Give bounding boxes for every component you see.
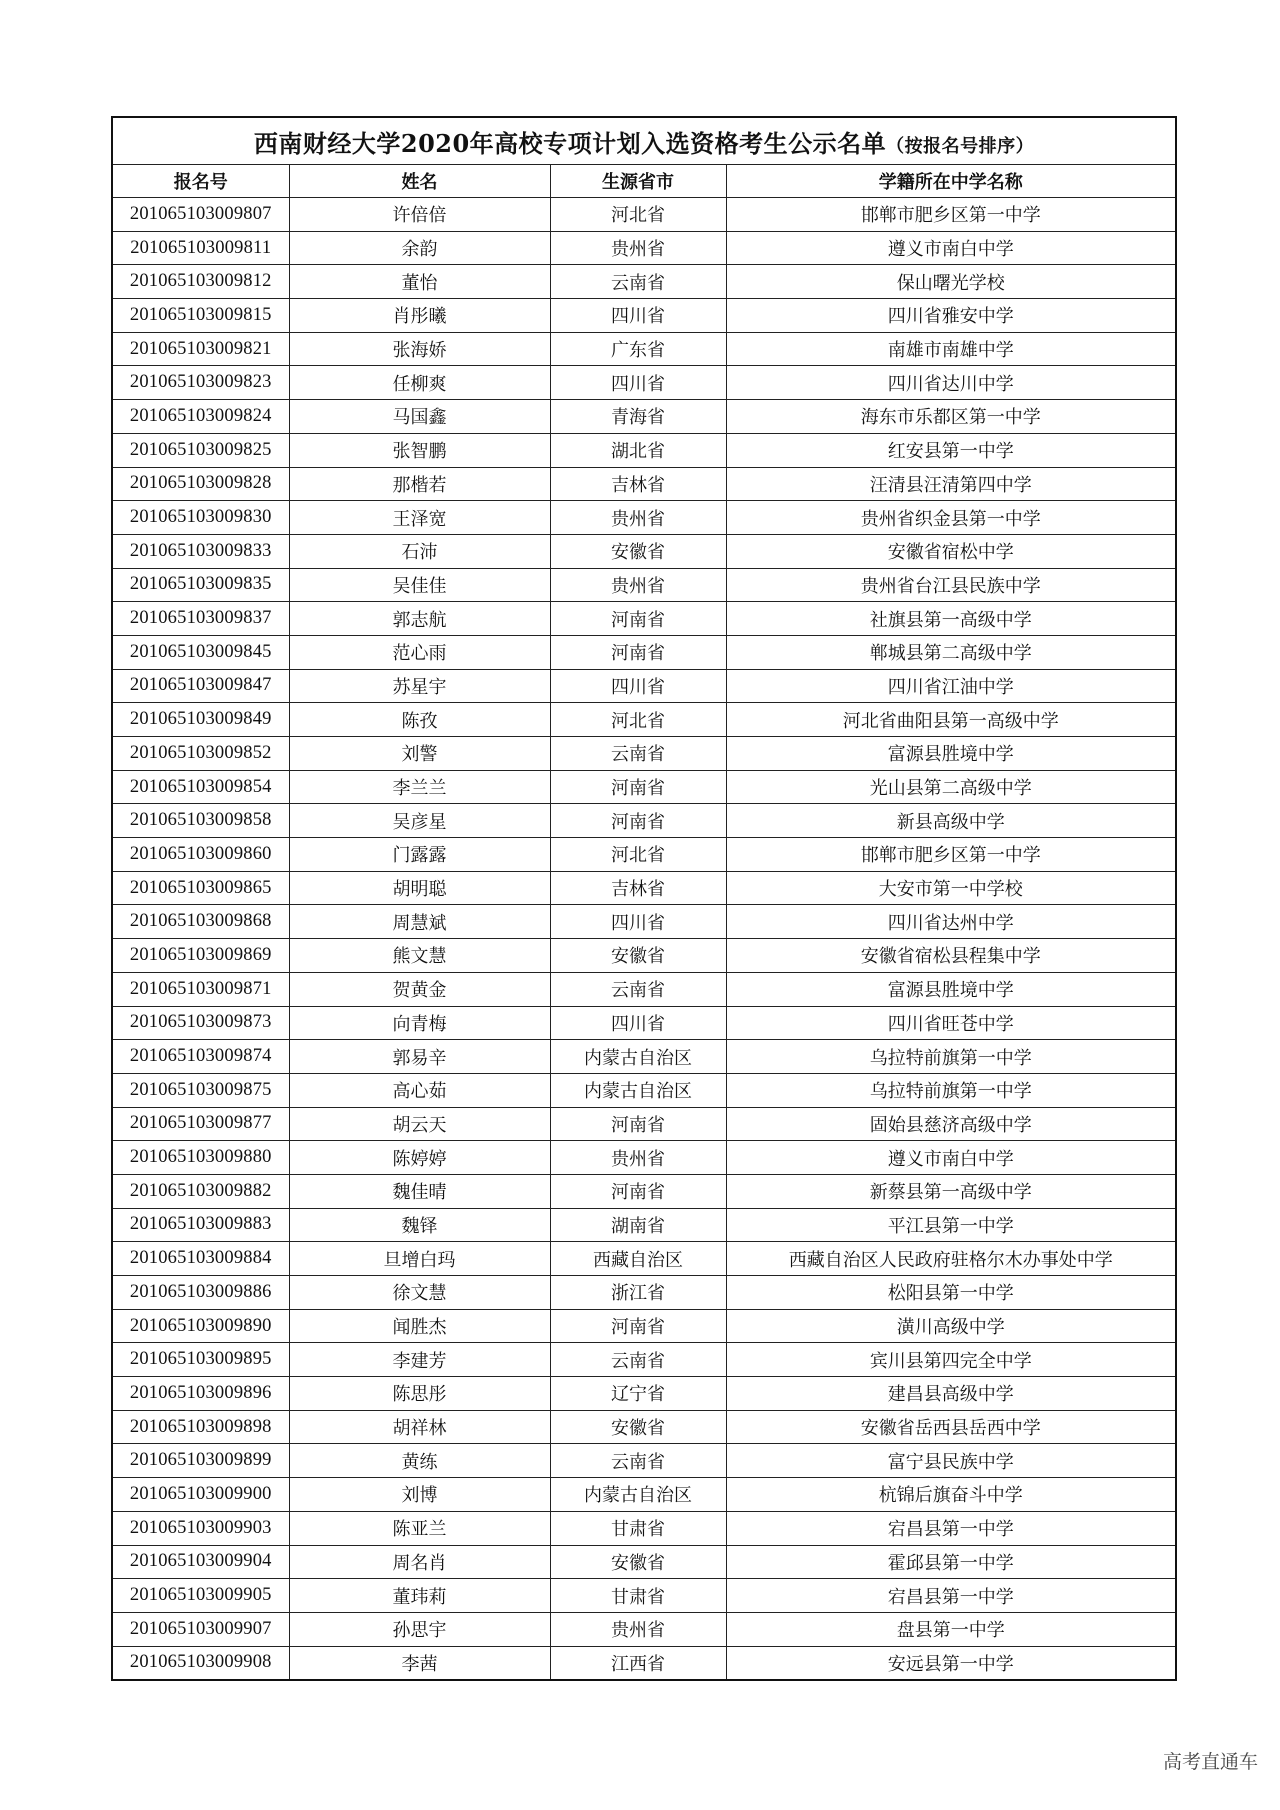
- province-cell: 甘肃省: [550, 1511, 726, 1545]
- title-text: 西南财经大学2020年高校专项计划入选资格考生公示名单: [253, 128, 887, 158]
- province-cell: 四川省: [550, 299, 726, 333]
- school-cell: 平江县第一中学: [726, 1208, 1176, 1242]
- school-cell: 霍邱县第一中学: [726, 1545, 1176, 1579]
- registration-number-cell: 201065103009847: [112, 669, 289, 703]
- name-cell: 孙思宇: [289, 1612, 550, 1646]
- province-cell: 内蒙古自治区: [550, 1478, 726, 1512]
- table-row: [112, 972, 1176, 1006]
- name-cell: 郭易辛: [289, 1040, 550, 1074]
- province-cell: 河南省: [550, 804, 726, 838]
- school-cell: 潢川高级中学: [726, 1309, 1176, 1343]
- name-cell: 张智鹏: [289, 433, 550, 467]
- school-cell: 河北省曲阳县第一高级中学: [726, 703, 1176, 737]
- name-cell: 胡云天: [289, 1107, 550, 1141]
- school-cell: 新县高级中学: [726, 804, 1176, 838]
- header-province: 生源省市: [550, 165, 726, 198]
- province-cell: 内蒙古自治区: [550, 1040, 726, 1074]
- name-cell: 魏铎: [289, 1208, 550, 1242]
- name-cell: 魏佳晴: [289, 1174, 550, 1208]
- registration-number-cell: 201065103009825: [112, 433, 289, 467]
- watermark: 高考直通车: [1162, 1751, 1258, 1773]
- name-cell: 马国鑫: [289, 400, 550, 434]
- registration-number-cell: 201065103009830: [112, 501, 289, 535]
- school-cell: 新蔡县第一高级中学: [726, 1174, 1176, 1208]
- table-row: [112, 1343, 1176, 1377]
- table-row: [112, 770, 1176, 804]
- province-cell: 吉林省: [550, 871, 726, 905]
- name-cell: 余韵: [289, 231, 550, 265]
- name-cell: 许倍倍: [289, 198, 550, 232]
- name-cell: 董玮莉: [289, 1579, 550, 1613]
- school-cell: 宕昌县第一中学: [726, 1579, 1176, 1613]
- school-cell: 乌拉特前旗第一中学: [726, 1040, 1176, 1074]
- document-sheet: [111, 116, 1175, 1681]
- registration-number-cell: 201065103009812: [112, 265, 289, 299]
- school-cell: 遵义市南白中学: [726, 1141, 1176, 1175]
- province-cell: 贵州省: [550, 568, 726, 602]
- name-cell: 范心雨: [289, 635, 550, 669]
- province-cell: 贵州省: [550, 501, 726, 535]
- table-row: [112, 299, 1176, 333]
- registration-number-cell: 201065103009903: [112, 1511, 289, 1545]
- province-cell: 江西省: [550, 1646, 726, 1680]
- school-cell: 四川省达川中学: [726, 366, 1176, 400]
- province-cell: 青海省: [550, 400, 726, 434]
- name-cell: 门露露: [289, 838, 550, 872]
- province-cell: 云南省: [550, 737, 726, 771]
- province-cell: 贵州省: [550, 231, 726, 265]
- school-cell: 宕昌县第一中学: [726, 1511, 1176, 1545]
- registration-number-cell: 201065103009908: [112, 1646, 289, 1680]
- name-cell: 吴佳佳: [289, 568, 550, 602]
- table-title: [112, 117, 1176, 165]
- registration-number-cell: 201065103009807: [112, 198, 289, 232]
- name-cell: 苏星宇: [289, 669, 550, 703]
- school-cell: 汪清县汪清第四中学: [726, 467, 1176, 501]
- school-cell: 社旗县第一高级中学: [726, 602, 1176, 636]
- province-cell: 安徽省: [550, 1410, 726, 1444]
- registration-number-cell: 201065103009849: [112, 703, 289, 737]
- table-row: [112, 1511, 1176, 1545]
- name-cell: 郭志航: [289, 602, 550, 636]
- header-row: [112, 165, 1176, 198]
- table-row: [112, 332, 1176, 366]
- registration-number-cell: 201065103009815: [112, 299, 289, 333]
- province-cell: 湖南省: [550, 1208, 726, 1242]
- school-cell: 固始县慈济高级中学: [726, 1107, 1176, 1141]
- header-school: 学籍所在中学名称: [726, 165, 1176, 198]
- registration-number-cell: 201065103009860: [112, 838, 289, 872]
- registration-number-cell: 201065103009874: [112, 1040, 289, 1074]
- table-row: [112, 1579, 1176, 1613]
- table-row: [112, 1612, 1176, 1646]
- school-cell: 西藏自治区人民政府驻格尔木办事处中学: [726, 1242, 1176, 1276]
- name-cell: 熊文慧: [289, 939, 550, 973]
- table-row: [112, 1006, 1176, 1040]
- table-row: [112, 400, 1176, 434]
- name-cell: 任柳爽: [289, 366, 550, 400]
- name-cell: 李建芳: [289, 1343, 550, 1377]
- registration-number-cell: 201065103009869: [112, 939, 289, 973]
- name-cell: 董怡: [289, 265, 550, 299]
- province-cell: 广东省: [550, 332, 726, 366]
- table-row: [112, 1073, 1176, 1107]
- title-note: （按报名号排序）: [886, 135, 1035, 157]
- registration-number-cell: 201065103009852: [112, 737, 289, 771]
- province-cell: 河北省: [550, 703, 726, 737]
- table-row: [112, 1141, 1176, 1175]
- name-cell: 刘博: [289, 1478, 550, 1512]
- registration-number-cell: 201065103009854: [112, 770, 289, 804]
- name-cell: 高心茹: [289, 1073, 550, 1107]
- table-row: [112, 198, 1176, 232]
- table-row: [112, 804, 1176, 838]
- registration-number-cell: 201065103009835: [112, 568, 289, 602]
- province-cell: 内蒙古自治区: [550, 1073, 726, 1107]
- name-cell: 胡明聪: [289, 871, 550, 905]
- registration-number-cell: 201065103009886: [112, 1276, 289, 1310]
- school-cell: 大安市第一中学校: [726, 871, 1176, 905]
- school-cell: 安徽省岳西县岳西中学: [726, 1410, 1176, 1444]
- table-row: [112, 871, 1176, 905]
- table-row: [112, 838, 1176, 872]
- province-cell: 云南省: [550, 1343, 726, 1377]
- province-cell: 河北省: [550, 838, 726, 872]
- table-row: [112, 534, 1176, 568]
- table-row: [112, 568, 1176, 602]
- school-cell: 四川省江油中学: [726, 669, 1176, 703]
- registration-number-cell: 201065103009837: [112, 602, 289, 636]
- registration-number-cell: 201065103009824: [112, 400, 289, 434]
- name-cell: 王泽宽: [289, 501, 550, 535]
- registration-number-cell: 201065103009880: [112, 1141, 289, 1175]
- registration-number-cell: 201065103009896: [112, 1377, 289, 1411]
- registration-number-cell: 201065103009900: [112, 1478, 289, 1512]
- province-cell: 辽宁省: [550, 1377, 726, 1411]
- name-cell: 周慧斌: [289, 905, 550, 939]
- table-row: [112, 1377, 1176, 1411]
- registration-number-cell: 201065103009833: [112, 534, 289, 568]
- province-cell: 云南省: [550, 265, 726, 299]
- registration-number-cell: 201065103009882: [112, 1174, 289, 1208]
- name-cell: 陈孜: [289, 703, 550, 737]
- school-cell: 贵州省台江县民族中学: [726, 568, 1176, 602]
- registration-number-cell: 201065103009883: [112, 1208, 289, 1242]
- name-cell: 徐文慧: [289, 1276, 550, 1310]
- registration-number-cell: 201065103009875: [112, 1073, 289, 1107]
- name-cell: 向青梅: [289, 1006, 550, 1040]
- school-cell: 盘县第一中学: [726, 1612, 1176, 1646]
- school-cell: 安徽省宿松县程集中学: [726, 939, 1176, 973]
- name-cell: 闻胜杰: [289, 1309, 550, 1343]
- school-cell: 邯郸市肥乡区第一中学: [726, 198, 1176, 232]
- registration-number-cell: 201065103009868: [112, 905, 289, 939]
- school-cell: 安远县第一中学: [726, 1646, 1176, 1680]
- school-cell: 遵义市南白中学: [726, 231, 1176, 265]
- table-row: [112, 1478, 1176, 1512]
- table-row: [112, 1410, 1176, 1444]
- province-cell: 安徽省: [550, 1545, 726, 1579]
- school-cell: 安徽省宿松中学: [726, 534, 1176, 568]
- name-cell: 胡祥林: [289, 1410, 550, 1444]
- province-cell: 河南省: [550, 635, 726, 669]
- province-cell: 湖北省: [550, 433, 726, 467]
- table-row: [112, 366, 1176, 400]
- name-cell: 周名肖: [289, 1545, 550, 1579]
- school-cell: 红安县第一中学: [726, 433, 1176, 467]
- registration-number-cell: 201065103009884: [112, 1242, 289, 1276]
- school-cell: 贵州省织金县第一中学: [726, 501, 1176, 535]
- name-cell: 肖彤曦: [289, 299, 550, 333]
- table-row: [112, 467, 1176, 501]
- name-cell: 吴彦星: [289, 804, 550, 838]
- school-cell: 宾川县第四完全中学: [726, 1343, 1176, 1377]
- table-row: [112, 939, 1176, 973]
- province-cell: 云南省: [550, 972, 726, 1006]
- province-cell: 贵州省: [550, 1141, 726, 1175]
- province-cell: 西藏自治区: [550, 1242, 726, 1276]
- school-cell: 海东市乐都区第一中学: [726, 400, 1176, 434]
- school-cell: 乌拉特前旗第一中学: [726, 1073, 1176, 1107]
- school-cell: 保山曙光学校: [726, 265, 1176, 299]
- table-row: [112, 1208, 1176, 1242]
- province-cell: 四川省: [550, 1006, 726, 1040]
- registration-number-cell: 201065103009905: [112, 1579, 289, 1613]
- school-cell: 富源县胜境中学: [726, 972, 1176, 1006]
- school-cell: 郸城县第二高级中学: [726, 635, 1176, 669]
- name-cell: 旦增白玛: [289, 1242, 550, 1276]
- province-cell: 河南省: [550, 602, 726, 636]
- province-cell: 河北省: [550, 198, 726, 232]
- province-cell: 贵州省: [550, 1612, 726, 1646]
- province-cell: 四川省: [550, 366, 726, 400]
- province-cell: 河南省: [550, 1309, 726, 1343]
- table-row: [112, 1242, 1176, 1276]
- table-row: [112, 703, 1176, 737]
- name-cell: 那楷若: [289, 467, 550, 501]
- table-row: [112, 1040, 1176, 1074]
- table-row: [112, 602, 1176, 636]
- table-row: [112, 905, 1176, 939]
- registration-number-cell: 201065103009907: [112, 1612, 289, 1646]
- province-cell: 安徽省: [550, 939, 726, 973]
- school-cell: 光山县第二高级中学: [726, 770, 1176, 804]
- school-cell: 杭锦后旗奋斗中学: [726, 1478, 1176, 1512]
- school-cell: 南雄市南雄中学: [726, 332, 1176, 366]
- province-cell: 河南省: [550, 1174, 726, 1208]
- name-cell: 陈思彤: [289, 1377, 550, 1411]
- table-row: [112, 501, 1176, 535]
- registration-number-cell: 201065103009828: [112, 467, 289, 501]
- registration-number-cell: 201065103009858: [112, 804, 289, 838]
- name-cell: 陈婷婷: [289, 1141, 550, 1175]
- province-cell: 浙江省: [550, 1276, 726, 1310]
- school-cell: 松阳县第一中学: [726, 1276, 1176, 1310]
- registration-number-cell: 201065103009811: [112, 231, 289, 265]
- province-cell: 四川省: [550, 669, 726, 703]
- registration-number-cell: 201065103009895: [112, 1343, 289, 1377]
- header-name: 姓名: [289, 165, 550, 198]
- table-row: [112, 433, 1176, 467]
- school-cell: 富宁县民族中学: [726, 1444, 1176, 1478]
- name-cell: 石沛: [289, 534, 550, 568]
- registration-number-cell: 201065103009904: [112, 1545, 289, 1579]
- name-cell: 黄练: [289, 1444, 550, 1478]
- school-cell: 四川省雅安中学: [726, 299, 1176, 333]
- province-cell: 四川省: [550, 905, 726, 939]
- name-cell: 刘警: [289, 737, 550, 771]
- table-row: [112, 1107, 1176, 1141]
- table-row: [112, 737, 1176, 771]
- registration-number-cell: 201065103009890: [112, 1309, 289, 1343]
- table-row: [112, 1309, 1176, 1343]
- table-row: [112, 1276, 1176, 1310]
- school-cell: 邯郸市肥乡区第一中学: [726, 838, 1176, 872]
- table-row: [112, 1646, 1176, 1680]
- table-row: [112, 1545, 1176, 1579]
- table-row: [112, 1174, 1176, 1208]
- name-cell: 陈亚兰: [289, 1511, 550, 1545]
- table-body: [112, 198, 1176, 1681]
- name-cell: 贺黄金: [289, 972, 550, 1006]
- table-row: [112, 669, 1176, 703]
- table-row: [112, 231, 1176, 265]
- registration-number-cell: 201065103009821: [112, 332, 289, 366]
- table-row: [112, 1444, 1176, 1478]
- province-cell: 云南省: [550, 1444, 726, 1478]
- registration-number-cell: 201065103009845: [112, 635, 289, 669]
- name-cell: 李兰兰: [289, 770, 550, 804]
- name-cell: 张海娇: [289, 332, 550, 366]
- registration-number-cell: 201065103009877: [112, 1107, 289, 1141]
- province-cell: 吉林省: [550, 467, 726, 501]
- registration-number-cell: 201065103009865: [112, 871, 289, 905]
- table-row: [112, 265, 1176, 299]
- province-cell: 安徽省: [550, 534, 726, 568]
- registration-number-cell: 201065103009899: [112, 1444, 289, 1478]
- school-cell: 建昌县高级中学: [726, 1377, 1176, 1411]
- registration-number-cell: 201065103009823: [112, 366, 289, 400]
- candidate-table: [111, 116, 1177, 1681]
- name-cell: 李茜: [289, 1646, 550, 1680]
- table-row: [112, 635, 1176, 669]
- province-cell: 河南省: [550, 770, 726, 804]
- registration-number-cell: 201065103009898: [112, 1410, 289, 1444]
- registration-number-cell: 201065103009873: [112, 1006, 289, 1040]
- province-cell: 甘肃省: [550, 1579, 726, 1613]
- registration-number-cell: 201065103009871: [112, 972, 289, 1006]
- school-cell: 四川省旺苍中学: [726, 1006, 1176, 1040]
- header-registration-number: 报名号: [112, 165, 289, 198]
- school-cell: 四川省达州中学: [726, 905, 1176, 939]
- school-cell: 富源县胜境中学: [726, 737, 1176, 771]
- province-cell: 河南省: [550, 1107, 726, 1141]
